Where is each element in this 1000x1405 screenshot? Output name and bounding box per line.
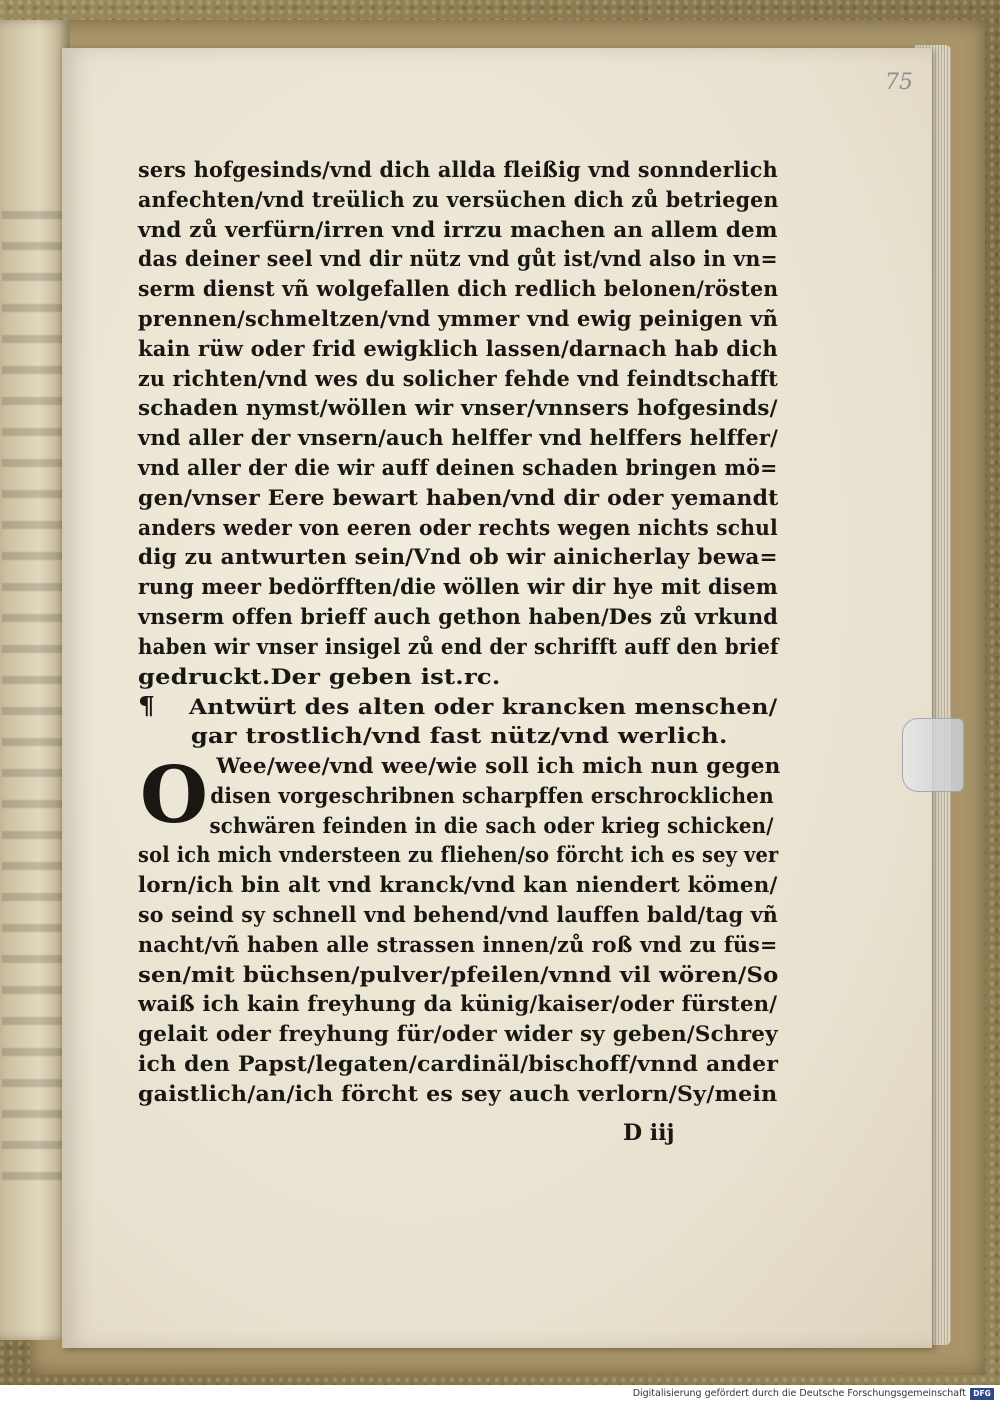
text-line: anfechten/vnd treülich zu versüchen dich zů betriegen — [138, 186, 779, 212]
text-line: sen/mit büchsen/pulver/pfeilen/vnnd vil wören/So — [138, 961, 779, 987]
text-line: lorn/ich bin alt vnd kranck/vnd kan niendert kömen/ — [138, 872, 778, 898]
text-line: nacht/vñ haben alle strassen innen/zů roß vnd zu füs= — [138, 931, 778, 957]
text-line: kain rüw oder frid ewigklich lassen/darnach hab dich — [138, 335, 778, 361]
text-line: waiß ich kain freyhung da künig/kaiser/oder fürsten/ — [138, 991, 778, 1017]
heading-line: Antwürt des alten oder krancken menschen/ — [189, 694, 778, 720]
text-line: sol ich mich vndersteen zu fliehen/so förcht ich es sey ver — [138, 842, 779, 868]
text-line: so seind sy schnell vnd behend/vnd lauffen bald/tag vñ — [138, 901, 778, 927]
dfg-logo: DFG — [970, 1388, 994, 1400]
text-block — [138, 155, 781, 1109]
text-line: anders weder von eeren oder rechts wegen nichts schul — [138, 514, 778, 540]
section-heading-line: gar trostlich/vnd fast nütz/vnd werlich. — [190, 723, 728, 749]
folio-number: 75 — [885, 70, 913, 95]
text-line: gedruckt.Der geben ist.rc. — [138, 663, 501, 689]
pilcrow-mark: ¶ — [138, 691, 156, 721]
text-line: haben wir vnser insigel zů end der schrifft auff den brief — [138, 633, 779, 659]
text-line: Wee/wee/vnd wee/wie soll ich mich nun gegen — [216, 752, 781, 778]
text-line: zu richten/vnd wes du solicher fehde vnd feindtschafft — [138, 365, 778, 391]
text-line: gelait oder freyhung für/oder wider sy geben/Schrey — [138, 1021, 778, 1047]
footer-bar — [0, 1385, 1000, 1405]
text-line: prennen/schmeltzen/vnd ymmer vnd ewig peinigen vñ — [138, 305, 778, 331]
text-line: vnserm offen brieff auch gethon haben/Des zů vrkund — [138, 603, 779, 629]
signature-mark: D iij — [623, 1120, 675, 1146]
text-line: vnd zů verfürn/irren vnd irrzu machen an allem dem — [138, 216, 778, 242]
text-line: serm dienst vñ wolgefallen dich redlich belonen/rösten — [138, 276, 779, 302]
text-line: dig zu antwurten sein/Vnd ob wir ainicherlay bewa= — [138, 544, 778, 570]
footer-credit: Digitalisierung gefördert durch die Deutsche Forschungsgemeinschaft — [632, 1388, 966, 1399]
drop-capital: O — [140, 750, 208, 841]
left-page-text-bleed — [2, 200, 62, 1180]
text-line: gen/vnser Eere bewart haben/vnd dir oder yemandt — [138, 484, 779, 510]
text-line: vnd aller der vnsern/auch helffer vnd helffers helffer/ — [138, 425, 778, 451]
text-line: schaden nymst/wöllen wir vnser/vnnsers hofgesinds/ — [138, 395, 778, 421]
text-line: gaistlich/an/ich förcht es sey auch verlorn/Sy/mein — [138, 1080, 778, 1106]
scanner-clip — [902, 718, 964, 792]
text-line: sers hofgesinds/vnd dich allda fleißig vnd sonnderlich — [138, 157, 778, 182]
text-line: disen vorgeschribnen scharpffen erschrocklichen — [210, 782, 774, 808]
text-line: das deiner seel vnd dir nütz vnd gůt ist/vnd also in vn= — [138, 246, 778, 272]
section-heading — [138, 691, 848, 721]
text-line: ich den Papst/legaten/cardinäl/bischoff/vnnd ander — [138, 1050, 779, 1076]
left-page-edge — [0, 20, 70, 1340]
text-line: rung meer bedörfften/die wöllen wir dir hye mit disem — [138, 574, 778, 600]
text-line: schwären feinden in die sach oder krieg schicken/ — [209, 812, 774, 838]
text-line: vnd aller der die wir auff deinen schaden bringen mö= — [138, 454, 778, 480]
